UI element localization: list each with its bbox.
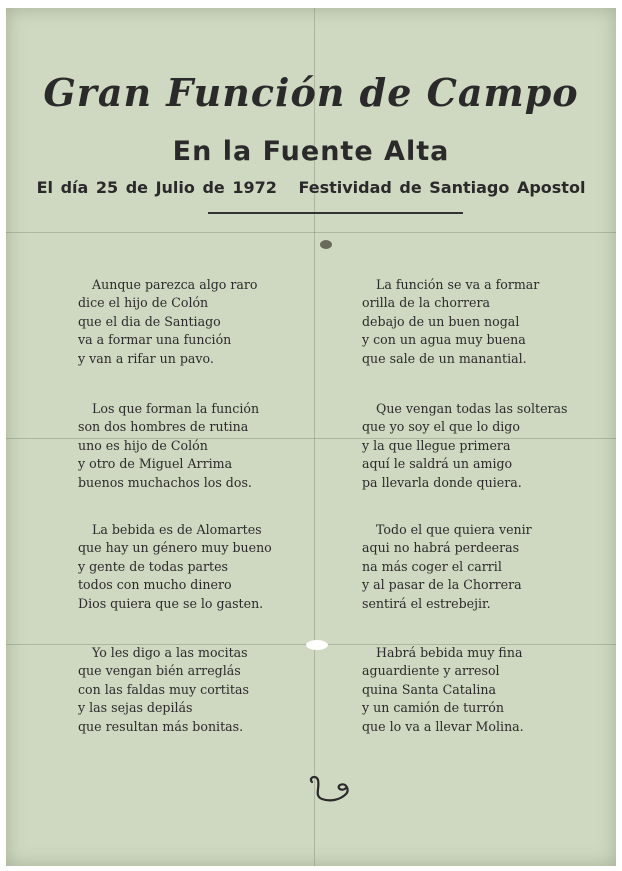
divider-rule <box>208 212 463 214</box>
verse-line: son dos hombres de rutina <box>78 419 249 435</box>
verse-line: que sale de un manantial. <box>362 350 527 366</box>
verse-line: Habrá bebida muy fina <box>376 645 523 660</box>
verse-line: y otro de Miguel Arrima <box>78 456 233 472</box>
fold-line <box>6 232 616 233</box>
verse-line: y con un agua muy buena <box>362 332 526 348</box>
verse-line: na más coger el carril <box>362 558 502 574</box>
verse-line: y un camión de turrón <box>362 700 504 716</box>
verse-line: y las sejas depilás <box>78 700 193 716</box>
verse-line: Yo les digo a las mocitas <box>92 645 248 660</box>
verse-line: pa llevarla donde quiera. <box>362 474 522 490</box>
verse-line: Todo el que quiera venir <box>376 522 532 537</box>
verse-line: y gente de todas partes <box>78 558 229 574</box>
date-line <box>0 178 622 197</box>
verse-line: que el dia de Santiago <box>78 313 221 329</box>
verse-line: debajo de un buen nogal <box>362 313 520 329</box>
stanza <box>362 521 612 613</box>
verse-line: que vengan bién arreglás <box>78 663 241 679</box>
verse-line: va a formar una función <box>78 332 232 348</box>
verse-line: buenos muchachos los dos. <box>78 474 252 490</box>
verse-line: que lo va a llevar Molina. <box>362 718 524 734</box>
poster-title: Gran Función de Campo <box>43 70 579 115</box>
flourish-ornament-icon <box>306 772 358 806</box>
verse-line: y al pasar de la Chorrera <box>362 577 522 593</box>
verse-line: y la que llegue primera <box>362 437 511 453</box>
stanza <box>362 644 612 736</box>
verse-line: aqui no habrá perdeeras <box>362 540 520 556</box>
verse-line: quina Santa Catalina <box>362 681 497 697</box>
stanza <box>362 276 612 368</box>
verse-line: dice el hijo de Colón <box>78 295 209 311</box>
stanza <box>78 644 328 736</box>
verse-line: todos con mucho dinero <box>78 577 232 593</box>
stanza <box>78 400 328 492</box>
verse-line: que hay un género muy bueno <box>78 540 272 556</box>
stanza <box>78 276 328 368</box>
verse-line: y van a rifar un pavo. <box>78 350 214 366</box>
festivity: Festividad de Santiago Apostol <box>298 178 586 197</box>
verse-line: orilla de la chorrera <box>362 295 491 311</box>
verse-line: sentirá el estrebejir. <box>362 595 491 611</box>
stanza <box>78 521 328 613</box>
verse-line: que yo soy el que lo digo <box>362 419 520 435</box>
verse-line: que resultan más bonitas. <box>78 718 244 734</box>
verse-line: Aunque parezca algo raro <box>92 277 258 292</box>
verse-line: Los que forman la función <box>92 401 260 416</box>
verse-line: Que vengan todas las solteras <box>376 401 568 416</box>
poster-subtitle: En la Fuente Alta <box>172 136 450 167</box>
verse-line: La bebida es de Alomartes <box>92 522 262 537</box>
verse-line: Dios quiera que se lo gasten. <box>78 595 264 611</box>
verse-line: aquí le saldrá un amigo <box>362 456 513 472</box>
event-date: El día 25 de Julio de 1972 <box>36 178 277 197</box>
verse-line: uno es hijo de Colón <box>78 437 208 453</box>
stanza <box>362 400 612 492</box>
verse-line: La función se va a formar <box>376 277 540 292</box>
hole <box>320 240 332 249</box>
verse-line: aguardiente y arresol <box>362 663 500 679</box>
verse-line: con las faldas muy cortitas <box>78 681 249 697</box>
